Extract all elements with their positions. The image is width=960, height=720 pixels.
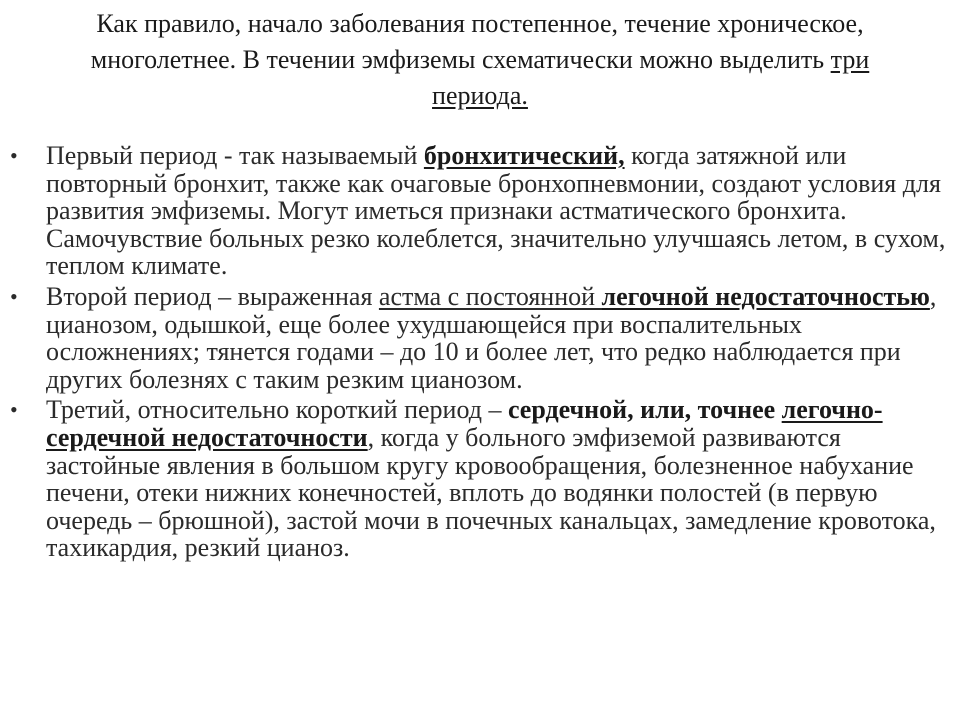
bullet-emphasis: легочно-сердечной недостаточности xyxy=(46,395,883,452)
bullet-text: когда затяжной или повторный бронхит, также как очаговые бронхопневмонии, создают условия для развития эмфиземы. Могут иметься признаки астматического бронхита. Самочувствие больных резко колеблется, значительно улучшаясь летом, в сухом, теплом климате. xyxy=(46,141,946,281)
bullet-item-third-period xyxy=(0,396,960,562)
bullet-text: , когда у больного эмфиземой развиваются застойные явления в большом кругу кровообращения, болезненное набухание печени, отеки нижних конечностей, вплоть до водянки полостей (в первую очередь – брюшной), застой мочи в почечных канальцах, замедление кровотока, тахикардия, резкий цианоз. xyxy=(46,422,936,563)
bullet-icon: • xyxy=(10,397,18,423)
bullet-emphasis: легочной недостаточностью xyxy=(601,281,930,311)
bullet-text: Второй период – выраженная xyxy=(46,281,379,311)
bullet-item-first-period xyxy=(0,142,960,280)
bullet-text: Третий, относительно короткий период – xyxy=(46,395,508,425)
bullet-bold: сердечной, или, точнее xyxy=(507,395,782,425)
bullet-icon: • xyxy=(10,143,18,168)
bullet-icon: • xyxy=(10,283,18,309)
bullet-text: Первый период - так называемый xyxy=(46,141,424,170)
bullet-underlined: астма с постоянной xyxy=(378,281,602,311)
title-underlined-text: три периода. xyxy=(432,45,870,110)
bullet-item-second-period xyxy=(0,283,960,393)
bullet-text: , цианозом, одышкой, еще более ухудшающейся при воспалительных осложнениях; тянется годами – до 10 и более лет, что редко наблюдается при других болезнях с таким резким цианозом. xyxy=(46,281,937,394)
bullet-list xyxy=(0,142,960,565)
slide-title xyxy=(60,6,900,114)
bullet-emphasis: бронхитический, xyxy=(423,141,625,170)
title-text: Как правило, начало заболевания постепенное, течение хроническое, многолетнее. В течении эмфиземы схематически можно выделить xyxy=(90,9,864,74)
